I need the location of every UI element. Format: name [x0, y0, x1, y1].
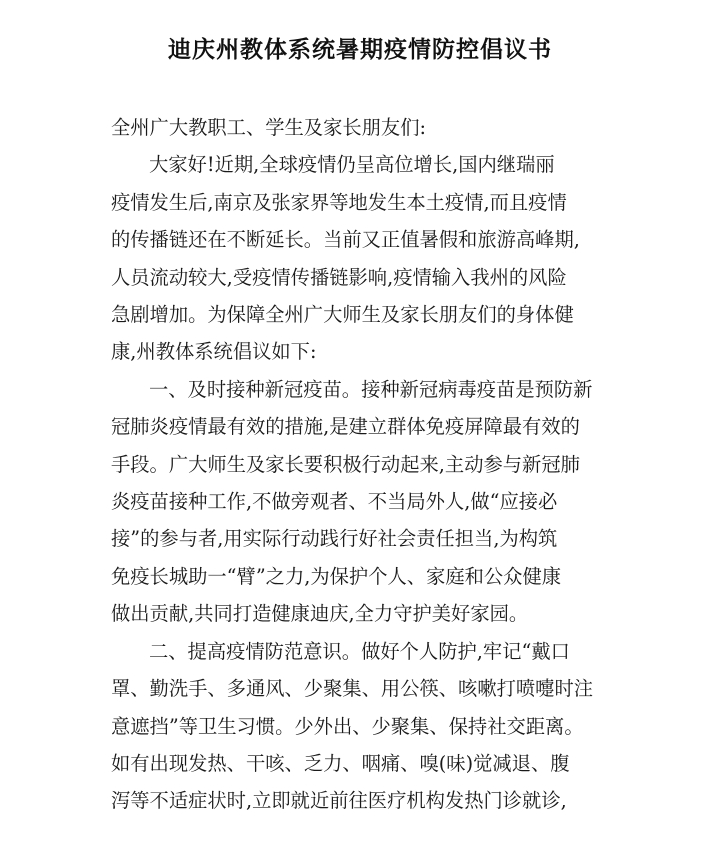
salutation: 全州广大教职工、学生及家长朋友们: [111, 116, 426, 139]
text-line: 急剧增加。为保障全州广大师生及家长朋友们的身体健 [111, 303, 574, 327]
text-line: 一、及时接种新冠疫苗。接种新冠病毒疫苗是预防新 [149, 377, 593, 401]
text-line: 接”的参与者,用实际行动践行好社会责任担当,为构筑 [111, 527, 558, 551]
document-title: 迪庆州教体系统暑期疫情防控倡议书 [168, 37, 552, 63]
paragraph-intro [111, 146, 616, 370]
text-line: 罩、勤洗手、多通风、少聚集、用公筷、咳嗽打喷嚏时注 [111, 677, 594, 701]
text-line: 冠肺炎疫情最有效的措施,是建立群体免疫屏障最有效的 [111, 415, 580, 439]
text-line: 炎疫苗接种工作,不做旁观者、不当局外人,做“应接必 [111, 490, 558, 514]
text-line: 大家好!近期,全球疫情仍呈高位增长,国内继瑞丽 [149, 153, 555, 177]
text-line: 如有出现发热、干咳、乏力、咽痛、嗅(味)觉减退、腹 [111, 751, 570, 775]
paragraph-prevention [111, 633, 616, 820]
text-line: 二、提高疫情防范意识。做好个人防护,牢记“戴口 [149, 639, 570, 663]
text-line: 泻等不适症状时,立即就近前往医疗机构发热门诊就诊, [111, 789, 567, 813]
text-line: 手段。广大师生及家长要积极行动起来,主动参与新冠肺 [111, 452, 580, 476]
paragraph-vaccination [111, 371, 616, 633]
text-line: 意遮挡”等卫生习惯。少外出、少聚集、保持社交距离。 [111, 714, 584, 738]
text-line: 疫情发生后,南京及张家界等地发生本土疫情,而且疫情 [111, 190, 567, 214]
document-body [111, 109, 616, 820]
text-line: 康,州教体系统倡议如下: [111, 340, 317, 364]
text-line: 人员流动较大,受疫情传播链影响,疫情输入我州的风险 [111, 265, 567, 289]
text-line: 做出贡献,共同打造健康迪庆,全力守护美好家园。 [111, 602, 529, 626]
text-line: 免疫长城助一“臂”之力,为保护个人、家庭和公众健康 [111, 564, 562, 588]
text-line: 的传播链还在不断延长。当前又正值暑假和旅游高峰期, [111, 228, 580, 252]
